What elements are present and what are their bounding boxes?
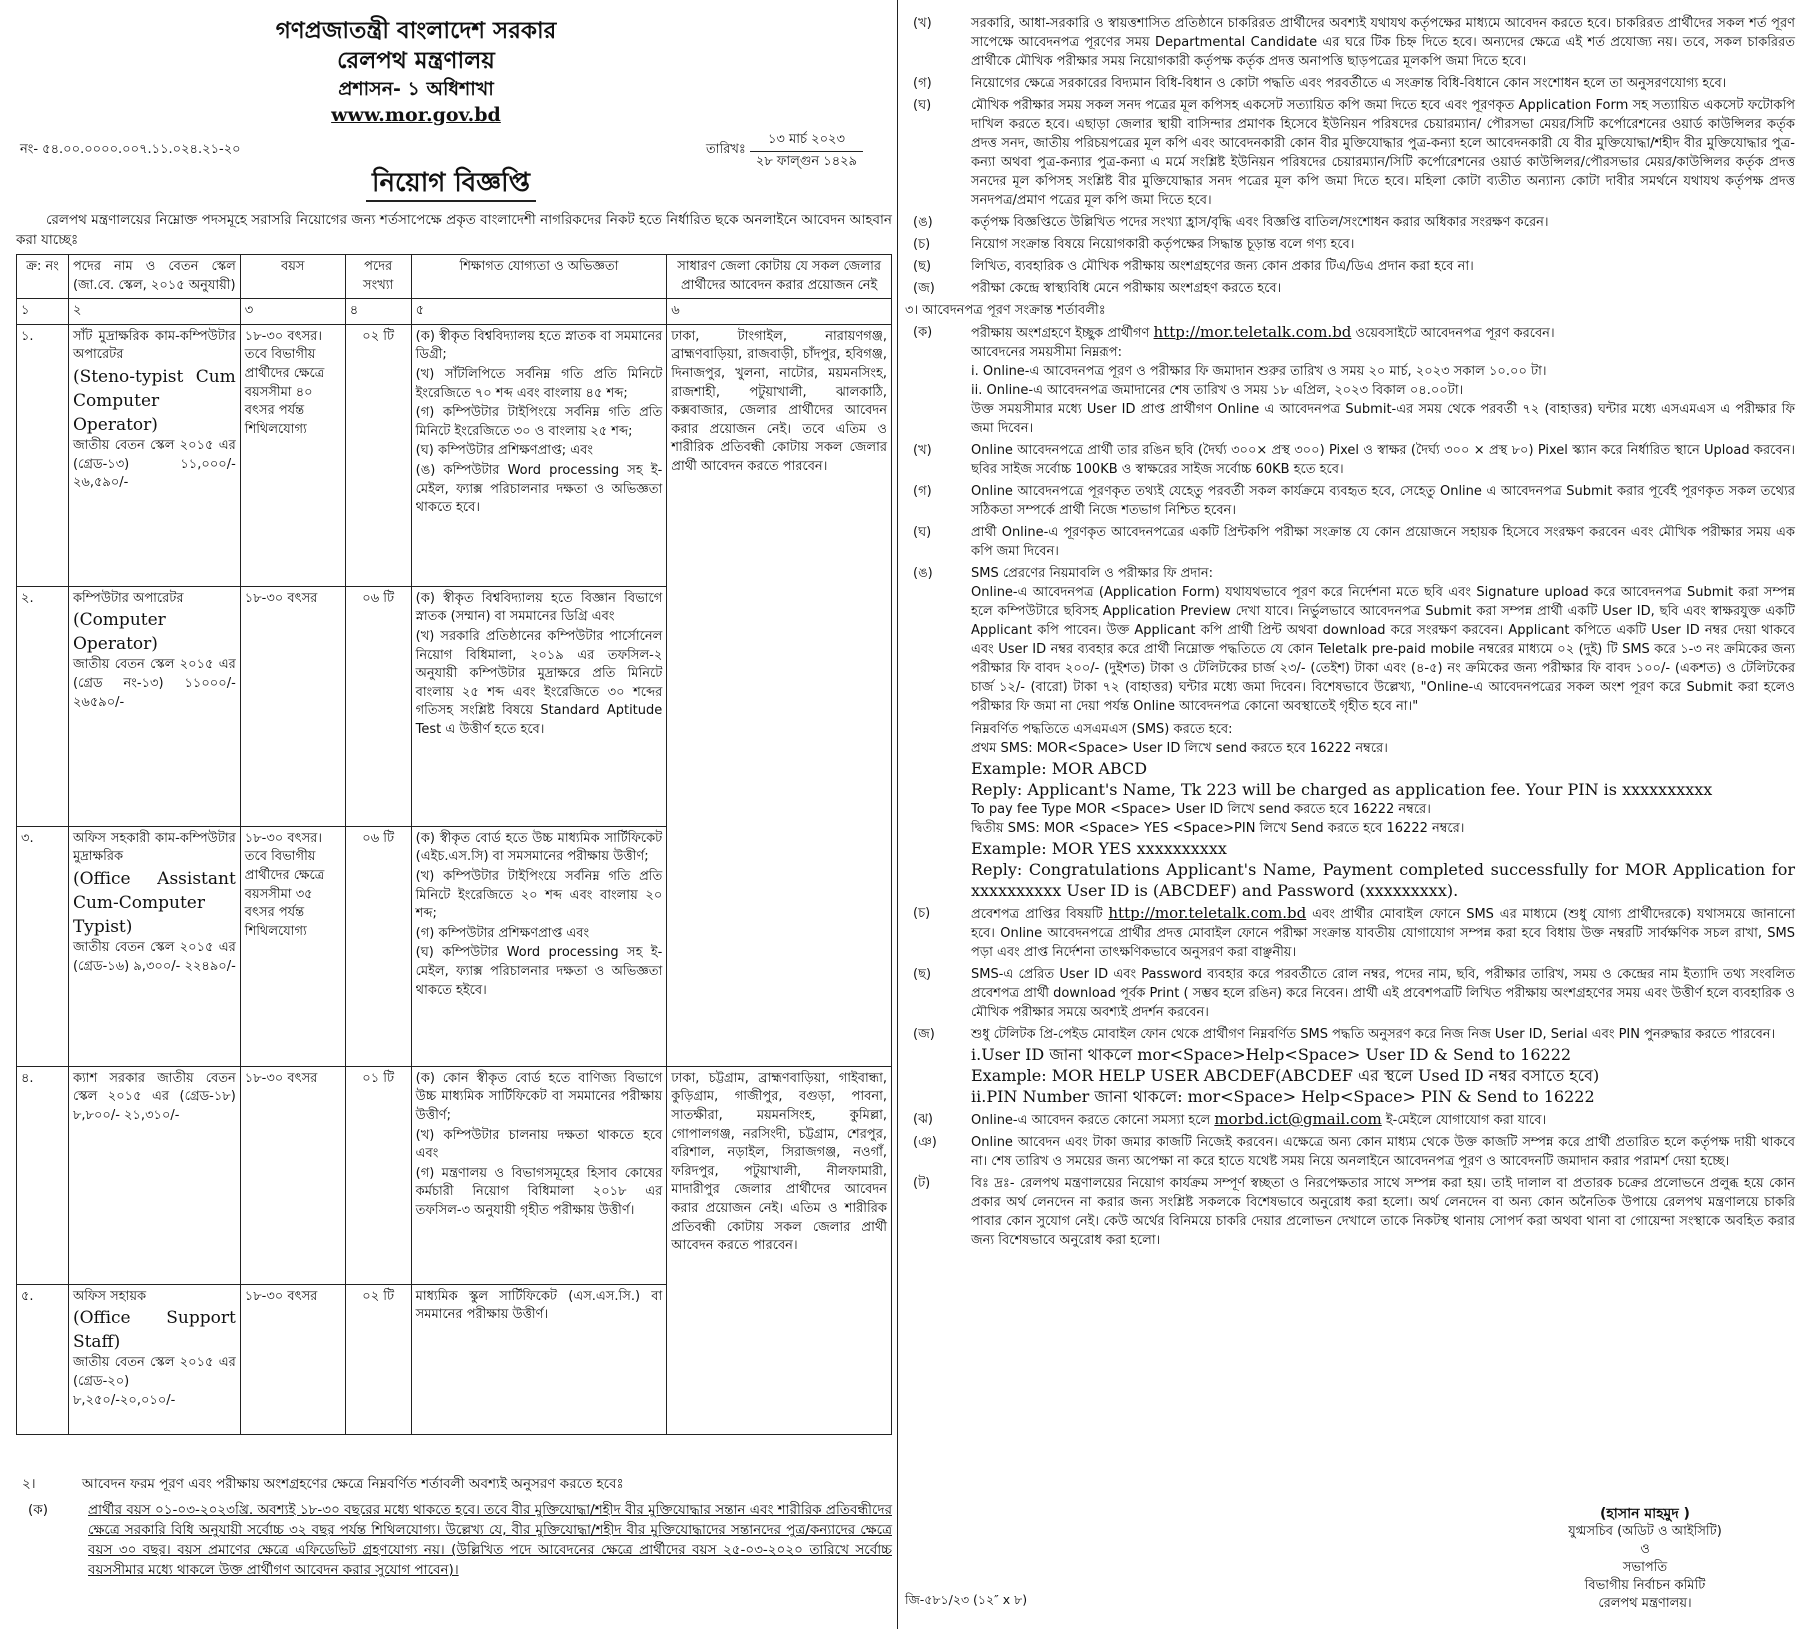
item-label: (ঘ) <box>913 98 932 113</box>
date-bengali: ২৮ ফাল্গুন ১৪২৯ <box>755 154 858 169</box>
contact-body <box>971 1110 1795 1130</box>
ministry-name: রেলপথ মন্ত্রণালয় <box>337 48 495 74</box>
deadline-end: ii. Online-এ আবেদনপত্র জমাদানের শেষ তারিখ ও সময় ১৮ এপ্রিল, ২০২৩ বিকাল ০৪.০০টা। <box>971 383 1464 398</box>
quota-districts-a: ঢাকা, টাংগাইল, নারায়ণগঞ্জ, ব্রাহ্মণবাড়িয়া, রাজবাড়ী, চাঁদপুর, হবিগঞ্জ, দিনাজপুর, খুলনা, নাটোর, ময়মনসিংহ, রাজশাহী, পটুয়াখালী, ঝালকাঠি, কক্সবাজার, জেলার প্রার্থীদের আবেদন করার প্রয়োজন নেই। তবে এতিম ও শারীরিক প্রতিবন্ধী কোটায় সকল জেলার প্রার্থী আবেদন করতে পারবেন। <box>667 324 892 1066</box>
section-3-title: ৩। আবেদনপত্র পূরণ সংক্রান্ত শর্তাবলীঃ <box>905 303 1106 318</box>
section-2-heading: আবেদন ফরম পূরণ এবং পরীক্ষায় অংশগ্রহণের ক্ষেত্রে নিম্নবর্ণিত শর্তাবলী অবশ্যই অনুসরণ করতে হবেঃ <box>82 1476 624 1492</box>
signatory-and: ও <box>1640 1542 1650 1557</box>
recovery-text: শুধু টেলিটক প্রি-পেইড মোবাইল ফোন থেকে প্রার্থীগণ নিম্নবর্ণিত SMS পদ্ধতি অনুসরণ করে নিজ নিজ User ID, Serial এবং PIN পুনরুদ্ধার করতে পারবেন। <box>971 1027 1776 1042</box>
deadline-note: উক্ত সময়সীমার মধ্যে User ID প্রাপ্ত প্রার্থীগণ Online এ আবেদনপত্র Submit-এর সময় থেকে পরবর্তী ৭২ (বাহাত্তর) ঘন্টার মধ্যে এসএমএস এ পরীক্ষার ফি জমা দিবেন। <box>971 402 1795 436</box>
condition-item <box>905 235 1795 254</box>
col-header-posts: পদের সংখ্যা <box>345 255 411 299</box>
item-label: (ঝ) <box>913 1112 933 1127</box>
post-name-en: (Computer Operator) <box>72 610 166 655</box>
col-header-sl: ক্র: নং <box>17 255 69 299</box>
post-name-bn: ক্যাশ সরকার <box>72 1070 146 1086</box>
post-name-bn: অফিস সহকারী কাম-কম্পিউটার মুদ্রাক্ষরিক <box>72 830 236 865</box>
section-2-a-text: প্রার্থীর বয়স ০১-০৩-২০২৩খ্রি. অবশ্যই ১৮-৩০ বছরের মধ্যে থাকতে হবে। তবে বীর মুক্তিযোদ্ধা/শহীদ বীর মুক্তিযোদ্ধার সন্তান এবং শারীরিক প্রতিবন্ধীদের ক্ষেত্রে সরকারি বিধি অনুযায়ী সর্বোচ্চ ৩২ বছর পর্যন্ত শিথিলযোগ্য। উল্লেখ্য যে, বীর মুক্তিযোদ্ধা/শহীদ বীর মুক্তিযোদ্ধাদের সন্তানদের পুত্র/কন্যাদের ক্ষেত্রে বয়স ৩০ বছর। বয়স প্রমাণের ক্ষেত্রে এফিডেভিট গ্রহণযোগ্য নয়। (উল্লিখিত পদে আবেদনের ক্ষেত্রে প্রার্থীদের বয়স ২৫-০৩-২০২০ তারিখে সর্বোচ্চ বয়সসীমার মধ্যে থাকলে উক্ত প্রার্থীগণ আবেদন করার সুযোগ পাবেন)। <box>88 1502 892 1578</box>
post-name-en: (Office Assistant Cum-Computer Typist) <box>72 868 236 937</box>
row-sl: ১. <box>17 324 69 586</box>
signatory-committee: বিভাগীয় নির্বাচন কমিটি <box>1584 1578 1706 1593</box>
item-text: Online আবেদন এবং টাকা জমার কাজটি নিজেই করবেন। এক্ষেত্রে অন্য কোন মাধ্যম থেকে উক্ত কাজটি সম্পন্ন করে প্রার্থী প্রতারিত হলে কর্তৃপক্ষ দায়ী থাকবে না। শেষ তারিখ ও সময়ের জন্য অপেক্ষা না করে হাতে যথেষ্ট সময় নিয়ে অনলাইনে আবেদনপত্র পূরণ ও আবেদনটি জমাদান করার পরামর্শ দেয়া হচ্ছে। <box>971 1135 1795 1169</box>
qual-line: (খ) কম্পিউটার টাইপিংয়ে সর্বনিম্ন গতি প্রতি মিনিটে ইংরেজিতে ২০ শব্দ এবং বাংলায় ২০ শব্দ; <box>415 868 663 922</box>
notice-title-box <box>356 166 546 202</box>
branch-name: প্রশাসন- ১ অধিশাখা <box>338 78 494 100</box>
section-3-heading <box>905 301 1795 320</box>
item-label: (ঞ) <box>913 1135 937 1150</box>
table-row <box>17 1066 892 1284</box>
gov-name: গণপ্রজাতন্ত্রী বাংলাদেশ সরকার <box>275 18 557 44</box>
col-num: ২ <box>68 299 240 325</box>
item-label: (ঙ) <box>913 566 933 581</box>
letterhead <box>206 16 626 128</box>
condition-item <box>905 1133 1795 1171</box>
column-divider <box>897 0 898 1629</box>
contact-item <box>905 1110 1795 1130</box>
qual-line: (গ) কম্পিউটার প্রশিক্ষণপ্রাপ্ত এবং <box>415 925 590 941</box>
apply-item <box>905 323 1795 438</box>
item-label: (ছ) <box>913 967 932 982</box>
admit-text-2: এবং প্রার্থীর মোবাইল ফোনে SMS এর মাধ্যমে (শুধু যোগ্য প্রার্থীদেরকে) যথাসময়ে জানানো হবে। Online আবেদনপত্রে প্রার্থীর প্রদত্ত মোবাইল ফোনে পরীক্ষা সংক্রান্ত যাবতীয় যোগাযোগ সম্পন্ন করা হবে বিধায় উক্ত নম্বরটি সার্বক্ষণিক সচল রাখা, SMS পড়া এবং প্রাপ্ত নির্দেশনা তাৎক্ষণিকভাবে অনুসরণ করা বাঞ্ছনীয়। <box>971 907 1796 960</box>
col-num: ৪ <box>345 299 411 325</box>
recovery-line: ii.PIN Number জানা থাকলে: mor<Space> Help<Space> PIN & Send to 16222 <box>971 1087 1595 1106</box>
row-posts: ০৬ টি <box>345 826 411 1066</box>
row-post <box>68 586 240 826</box>
admit-item <box>905 904 1795 962</box>
right-column <box>905 0 1795 1629</box>
recovery-body <box>971 1025 1795 1107</box>
date-label: তারিখঃ <box>706 142 746 157</box>
condition-item <box>905 74 1795 93</box>
row-qualification <box>411 324 667 586</box>
section-2 <box>16 1474 892 1580</box>
condition-item <box>905 257 1795 276</box>
item-text: মৌখিক পরীক্ষার সময় সকল সনদ পত্রের মূল কপিসহ একসেট সত্যায়িত কপি জমা দিতে হবে এবং পূরণকৃত Application Form সহ সত্যায়িত একসেট ফটোকপি দাখিল করতে হবে। এছাড়া জেলার স্থায়ী বাসিন্দার প্রমাণক হিসেবে ইউনিয়ন পরিষদের চেয়ারম্যান/ পৌরসভা মেয়র/সিটি কর্পোরেশনের ওয়ার্ড কাউন্সিলর কর্তৃক প্রদত্ত সনদ, জাতীয় পরিচয়পত্রের মূল কপি এবং আবেদনকারী কোন বীর মুক্তিযোদ্ধার পুত্র-কন্যা হলে আবেদনকারী যে বীর মুক্তিযোদ্ধা/শহীদ বীর মুক্তিযোদ্ধার পুত্র-কন্যা অথবা পুত্র-কন্যার পুত্র-কন্যা এ মর্মে সংশ্লিষ্ট ইউনিয়ন পরিষদের চেয়ারম্যান/সিটি কর্পোরেশনের ওয়ার্ড কাউন্সিলর/পৌরসভার মেয়র/কাউন্সিলর কর্তৃক প্রদত্ত সনদের মূল কপিসহ সংশ্লিষ্ট বীর মুক্তিযোদ্ধার সনদ পত্রের মূল কপি জমা দিতে হবে। মহিলা কোটা ব্যতীত অন্যান্য কোটা দাবীর সমর্থনে যথাযথ কর্তৃপক্ষ প্রদত্ত সনদপত্র/প্রমাণ পত্রের মূল কপি জমা দিতে হবে। <box>971 98 1795 208</box>
date-block <box>706 130 896 173</box>
item-text: SMS-এ প্রেরিত User ID এবং Password ব্যবহার করে পরবর্তীতে রোল নম্বর, পদের নাম, ছবি, পরীক্ষার তারিখ, সময় ও কেন্দ্রের নাম ইত্যাদি তথ্য সংবলিত প্রবেশপত্র প্রার্থী download পূর্বক Print ( সম্ভব হলে রঙিন) করে নিবেন। প্রার্থী এই প্রবেশপত্রটি লিখিত পরীক্ষায় অংশগ্রহণের সময় এবং উত্তীর্ণ হলে ব্যবহারিক ও মৌখিক পরীক্ষার সময়ে অবশ্যই প্রদর্শন করবেন। <box>971 967 1795 1020</box>
item-text: লিখিত, ব্যবহারিক ও মৌখিক পরীক্ষায় অংশগ্রহণের জন্য কোন প্রকার টিএ/ডিএ প্রদান করা হবে না। <box>971 259 1474 274</box>
table-header-row <box>17 255 892 299</box>
item-text: নিয়োগ সংক্রান্ত বিষয়ে নিয়োগকারী কর্তৃপক্ষের সিদ্ধান্ত চূড়ান্ত বলে গণ্য হবে। <box>971 237 1355 252</box>
col-num: ৫ <box>411 299 667 325</box>
date-gregorian: ১৩ মার্চ ২০২৩ <box>750 130 863 152</box>
sms-line: Example: MOR YES xxxxxxxxxx <box>971 839 1227 858</box>
contact-email-link[interactable]: morbd.ict@gmail.com <box>1214 1110 1382 1128</box>
pay-scale: জাতীয় বেতন স্কেল ২০১৫ এর (গ্রেড নং-১৩) ১১০০০/- ২৬৫৯০/- <box>72 657 236 710</box>
item-label: (ঙ) <box>913 215 933 230</box>
item-label: (জ) <box>913 281 935 296</box>
qual-line: (ক) স্বীকৃত বিশ্ববিদ্যালয় হতে বিজ্ঞান বিভাগে স্নাতক (সম্মান) বা সমমানের ডিগ্রি এবং <box>415 590 663 625</box>
row-age: ১৮-৩০ বৎসর <box>240 1284 345 1434</box>
item-label: (চ) <box>913 237 931 252</box>
qual-line: মাধ্যমিক স্কুল সার্টিফিকেট (এস.এস.সি.) বা সমমানের পরীক্ষায় উত্তীর্ণ। <box>415 1288 663 1323</box>
post-name-en: (Steno-typist Cum Computer Operator) <box>72 366 236 435</box>
item-text: বিঃ দ্রঃ- রেলপথ মন্ত্রণালয়ের নিয়োগ কার্যক্রম সম্পূর্ণ স্বচ্ছতা ও নিরপেক্ষতার সাথে সম্পন্ন করা হয়। তাই দালাল বা প্রতারক চক্রের প্রলোভনে প্রলুব্ধ হয়ে কোন প্রকার অর্থ লেনদেন না করার জন্য সংশ্লিষ্ট সকলকে বিশেষভাবে অনুরোধ করা হলো। অর্থ লেনদেন বা অন্য কোন অনৈতিক উপায়ে রেলপথ মন্ত্রণালয়ে চাকরি পাবার কোন সুযোগ নেই। কেউ অর্থের বিনিময়ে চাকরি দেয়ার প্রলোভন দেখালে তাকে নিকটস্থ থানায় সোপর্দ করা অথবা থানা বা গোয়েন্দা সংস্থাকে অবহিত করার জন্য বিশেষভাবে অনুরোধ করা হলো। <box>971 1176 1795 1248</box>
post-name-bn: কম্পিউটার অপারেটর <box>72 590 184 606</box>
item-text: Online আবেদনপত্রে প্রার্থী তার রঙিন ছবি (দৈর্ঘ্য ৩০০× প্রস্থ ৩০০) Pixel ও স্বাক্ষর (দৈর্ঘ্য ৩০০ × প্রস্থ ৮০) Pixel স্ক্যান করে নির্ধারিত স্থানে Upload করবেন। ছবির সাইজ সর্বোচ্চ 100KB ও স্বাক্ষরের সাইজ সর্বোচ্চ 60KB হতে হবে। <box>971 443 1795 477</box>
print-code: জি-৫৮১/২৩ (১২″ x ৮) <box>905 1592 1028 1607</box>
qual-line: (খ) সরকারি প্রতিষ্ঠানের কম্পিউটার পার্সোনেল নিয়োগ বিধিমালা, ২০১৯ এর তফসিল-২ অনুযায়ী কম্পিউটার মুদ্রাক্ষরে প্রতি মিনিটে বাংলায় ২৫ শব্দ এবং ইংরেজিতে ৩০ শব্দের গতিসহ সংশ্লিষ্ট বিষয়ে Standard Aptitude Test এ উত্তীর্ণ হতে হবে। <box>415 628 663 737</box>
row-age: ১৮-৩০ বৎসর <box>240 586 345 826</box>
sms-method: নিম্নবর্ণিত পদ্ধতিতে এসএমএস (SMS) করতে হবে: <box>971 722 1233 737</box>
pay-scale: জাতীয় বেতন স্কেল ২০১৫ এর (গ্রেড-১৩) ১১,০০০/- ২৬,৫৯০/- <box>72 437 236 491</box>
col-header-age: বয়স <box>240 255 345 299</box>
col-header-post: পদের নাম ও বেতন স্কেল (জা.বে. স্কেল, ২০১৫ অনুযায়ী) <box>68 255 240 299</box>
item-text: সরকারি, আধা-সরকারি ও স্বায়ত্তশাসিত প্রতিষ্ঠানে চাকরিরত প্রার্থীদের অবশ্যই যথাযথ কর্তৃপক্ষের মাধ্যমে আবেদন করতে হবে। চাকরিরত প্রার্থীদের সকল শর্ত পূরণ সাপেক্ষে আবেদনপত্র পূরণের সময় Departmental Candidate এর ঘরে টিক চিহ্ন দিতে হবে। অন্যদের ক্ষেত্রে এই শর্ত প্রযোজ্য নয়। তবে, সকল চাকরিরত প্রার্থীকে মৌখিক পরীক্ষার সময় নিয়োগকারী কর্তৃপক্ষ কর্তৃক প্রদত্ত অনাপত্তি ছাড়পত্রের মূলকপি জমা দিতে হবে। <box>971 16 1795 69</box>
item-label: (খ) <box>913 16 932 31</box>
signatory-chair: সভাপতি <box>1622 1560 1668 1575</box>
row-post <box>68 1284 240 1434</box>
post-name-en: (Office Support Staff) <box>72 1308 236 1353</box>
condition-item <box>905 441 1795 479</box>
item-text: Online আবেদনপত্রে পূরণকৃত তথ্যই যেহেতু পরবর্তী সকল কার্যক্রমে ব্যবহৃত হবে, সেহেতু Online এ আবেদনপত্র Submit করার পূর্বেই পূরণকৃত সকল তথ্যের সঠিকতা সম্পর্কে প্রার্থী নিজে শতভাগ নিশ্চিত হবেন। <box>971 484 1795 518</box>
recovery-line: Example: MOR HELP USER ABCDEF(ABCDEF এর স্থলে Used ID নম্বর বসাতে হবে) <box>971 1066 1600 1085</box>
condition-item <box>905 14 1795 71</box>
pay-scale: জাতীয় বেতন স্কেল ২০১৫ এর (গ্রেড-১৬) ৯,৩০০/- ২২৪৯০/- <box>72 939 236 974</box>
row-post <box>68 1066 240 1284</box>
condition-item <box>905 213 1795 232</box>
post-name-bn: সাঁট মুদ্রাক্ষরিক কাম-কম্পিউটার অপারেটর <box>72 328 236 363</box>
qual-line: (ক) কোন স্বীকৃত বোর্ড হতে বাণিজ্য বিভাগে উচ্চ মাধ্যমিক সার্টিফিকেট বা সমমানের পরীক্ষায় উত্তীর্ণ; <box>415 1070 663 1123</box>
section-2-number: ২। <box>22 1476 36 1492</box>
item-text: প্রার্থী Online-এ পূরণকৃত আবেদনপত্রের একটি প্রিন্টকপি পরীক্ষা সংক্রান্ত যে কোন প্রয়োজনে সহায়ক হিসেবে সংরক্ষণ করবেন এবং মৌখিক পরীক্ষার সময় এক কপি জমা দিবেন। <box>971 525 1795 559</box>
row-posts: ০২ টি <box>345 324 411 586</box>
row-posts: ০২ টি <box>345 1284 411 1434</box>
qual-line: (ক) স্বীকৃত বোর্ড হতে উচ্চ মাধ্যমিক সার্টিফিকেট (এইচ.এস.সি) বা সমসমানের পরীক্ষায় উত্তীর্ণ; <box>415 830 663 865</box>
sms-line: Example: MOR ABCD <box>971 759 1148 778</box>
sms-line: To pay fee Type MOR <Space> User ID লিখে send করতে হবে 16222 নম্বরে। <box>971 802 1431 817</box>
section-2-a-label: (ক) <box>28 1502 48 1518</box>
item-label: (গ) <box>913 484 932 499</box>
deadline-title: আবেদনের সময়সীমা নিম্নরূপ: <box>971 345 1122 360</box>
qual-line: (ঘ) কম্পিউটার Word processing সহ ই-মেইল, ফ্যাক্স পরিচালনার দক্ষতা ও অভিজ্ঞতা থাকতে হইবে। <box>415 945 663 998</box>
item-text: পরীক্ষা কেন্দ্রে স্বাস্থ্যবিধি মেনে পরীক্ষায় অংশগ্রহণ করতে হবে। <box>971 281 1282 296</box>
qual-line: (গ) কম্পিউটার টাইপিংয়ে সর্বনিম্ন গতি প্রতি মিনিটে ইংরেজিতে ৩০ ও বাংলায় ২৫ শব্দ; <box>415 405 663 439</box>
post-name-bn: অফিস সহায়ক <box>72 1288 147 1304</box>
signature-block <box>1505 1505 1785 1613</box>
signatory-ministry: রেলপথ মন্ত্রণালয়। <box>1598 1596 1692 1611</box>
teletalk-link[interactable]: http://mor.teletalk.com.bd <box>1153 323 1352 341</box>
sms-text: Online-এ আবেদনপত্র (Application Form) যথাযথভাবে পূরণ করে নির্দেশনা মতে ছবি এবং Signature upload করে আবেদনপত্র Submit করা সম্পন্ন হলে কম্পিউটারে ছবিসহ Application Preview দেখা যাবে। নির্ভুলভাবে আবেদনপত্র Submit করা সম্পন্ন প্রার্থী একটি User ID, ছবি এবং স্বাক্ষরযুক্ত একটি Applicant কপি পাবেন। উক্ত Applicant কপি প্রার্থী প্রিন্ট অথবা download করে সংরক্ষণ করবেন। Applicant কপিতে একটি User ID নম্বর দেয়া থাকবে এবং User ID নম্বর ব্যবহার করে প্রার্থী নিম্নোক্ত পদ্ধতিতে যে কোন Teletalk pre-paid mobile নম্বরের মাধ্যমে ০২ (দুই) টি SMS করে ১-৩ নং ক্রমিকের জন্য পরীক্ষার ফি বাবদ ২০০/- (দুইশত) টাকা ও টেলিটকের চার্জ ২৩/- (তেইশ) টাকা এবং (৪-৫) নং ক্রমিকের জন্য পরীক্ষার ফি বাবদ ১০০/- (একশত) ও টেলিটকের চার্জ ১২/- (বারো) টাকা ৭২ (বাহাত্তর) ঘন্টার মধ্যে জমা দিবেন। বিশেষভাবে উল্লেখ্য, "Online-এ আবেদনপত্রের সকল অংশ পূরণ করে Submit করা হলেও পরীক্ষার ফি জমা না দেয়া পর্যন্ত Online আবেদনপত্র কোনো অবস্থাতেই গৃহীত হবে না।" <box>971 585 1795 714</box>
condition-item <box>905 96 1795 210</box>
teletalk-link-2[interactable]: http://mor.teletalk.com.bd <box>1108 904 1307 922</box>
row-sl: ৫. <box>17 1284 69 1434</box>
condition-item <box>905 1174 1795 1250</box>
signatory-name: (হাসান মাহমুদ ) <box>1600 1506 1690 1522</box>
sms-body <box>971 564 1795 901</box>
sms-line: দ্বিতীয় SMS: MOR <Space> YES <Space>PIN লিখে Send করতে হবে 16222 নম্বরে। <box>971 821 1465 836</box>
item-label: (জ) <box>913 1027 935 1042</box>
apply-text: পরীক্ষায় অংশগ্রহণে ইচ্ছুক প্রার্থীগণ <box>971 326 1150 341</box>
admit-text: প্রবেশপত্র প্রাপ্তির বিষয়টি <box>971 907 1103 922</box>
apply-text-2: ওয়েবসাইটে আবেদনপত্র পূরণ করবেন। <box>1355 326 1555 341</box>
sms-title: SMS প্রেরণের নিয়মাবলি ও পরীক্ষার ফি প্রদান: <box>971 566 1214 581</box>
condition-item <box>905 523 1795 561</box>
signatory-designation: যুগ্মসচিব (অডিট ও আইসিটি) <box>1568 1524 1722 1539</box>
item-label: (ট) <box>913 1176 931 1191</box>
condition-item <box>905 279 1795 298</box>
row-sl: ৪. <box>17 1066 69 1284</box>
item-label: (ক) <box>913 325 933 340</box>
row-qualification <box>411 1066 667 1284</box>
row-age: ১৮-৩০ বৎসর। তবে বিভাগীয় প্রার্থীদের ক্ষেত্রে বয়সসীমা ৪০ বৎসর পর্যন্ত শিথিলযোগ্য <box>240 324 345 586</box>
pay-scale: জাতীয় বেতন স্কেল ২০১৫ এর (গ্রেড-১৮) ৮,৮০০/- ২১,৩১০/- <box>72 1070 236 1123</box>
qual-line: (ঙ) কম্পিউটার Word processing সহ ই-মেইল, ফ্যাক্স পরিচালনার দক্ষতা ও অভিজ্ঞতা থাকতে হবে। <box>415 462 663 516</box>
contact-text: Online-এ আবেদন করতে কোনো সমস্যা হলে <box>971 1113 1211 1128</box>
col-num: ৬ <box>667 299 892 325</box>
notice-title: নিয়োগ বিজ্ঞপ্তি <box>366 166 536 202</box>
row-sl: ৩. <box>17 826 69 1066</box>
recovery-line: i.User ID জানা থাকলে mor<Space>Help<Space> User ID & Send to 16222 <box>971 1045 1572 1064</box>
table-row <box>17 324 892 586</box>
recovery-item <box>905 1025 1795 1107</box>
row-age: ১৮-৩০ বৎসর। তবে বিভাগীয় প্রার্থীদের ক্ষেত্রে বয়সসীমা ৩৫ বৎসর পর্যন্ত শিথিলযোগ্য <box>240 826 345 1066</box>
website-link[interactable]: www.mor.gov.bd <box>331 104 501 126</box>
memo-number: নং- ৫৪.০০.০০০০.০০৭.১১.০২৪.২১-২০ <box>20 142 241 157</box>
pay-scale: জাতীয় বেতন স্কেল ২০১৫ এর (গ্রেড-২০) ৮,২৫০/-২০,০১০/- <box>72 1355 236 1408</box>
col-header-qualification: শিক্ষাগত যোগ্যতা ও অভিজ্ঞতা <box>411 255 667 299</box>
qual-line: (ঘ) কম্পিউটার প্রশিক্ষণপ্রাপ্ত; এবং <box>415 443 593 459</box>
item-label: (খ) <box>913 443 932 458</box>
sms-line: Reply: Applicant's Name, Tk 223 will be charged as application fee. Your PIN is xxxxxxxxxx <box>971 780 1713 799</box>
row-qualification <box>411 1284 667 1434</box>
col-header-quota: সাধারণ জেলা কোটায় যে সকল জেলার প্রার্থীদের আবেদন করার প্রয়োজন নেই <box>667 255 892 299</box>
col-num: ১ <box>17 299 69 325</box>
row-qualification <box>411 586 667 826</box>
recruitment-table <box>16 254 892 1435</box>
row-posts: ০১ টি <box>345 1066 411 1284</box>
sms-item <box>905 564 1795 901</box>
condition-item <box>905 965 1795 1022</box>
sms-line: প্রথম SMS: MOR<Space> User ID লিখে send করতে হবে 16222 নম্বরে। <box>971 741 1388 756</box>
qual-line: (ক) স্বীকৃত বিশ্ববিদ্যালয় হতে স্নাতক বা সমমানের ডিগ্রী; <box>415 328 663 363</box>
row-age: ১৮-৩০ বৎসর <box>240 1066 345 1284</box>
item-label: (গ) <box>913 76 932 91</box>
row-qualification <box>411 826 667 1066</box>
row-sl: ২. <box>17 586 69 826</box>
row-post <box>68 324 240 586</box>
qual-line: (খ) কম্পিউটার চালনায় দক্ষতা থাকতে হবে এবং <box>415 1127 663 1162</box>
item-text: কর্তৃপক্ষ বিজ্ঞপ্তিতে উল্লিখিত পদের সংখ্যা হ্রাস/বৃদ্ধি এবং বিজ্ঞপ্তি বাতিল/সংশোধন করার অধিকার সংরক্ষণ করেন। <box>971 215 1549 230</box>
table-number-row <box>17 299 892 325</box>
qual-line: (খ) সাঁটলিপিতে সর্বনিম্ন গতি প্রতি মিনিটে ইংরেজিতে ৭০ শব্দ এবং বাংলায় ৪৫ শব্দ; <box>415 366 663 401</box>
item-label: (ছ) <box>913 259 932 274</box>
row-posts: ০৬ টি <box>345 586 411 826</box>
apply-body <box>971 323 1795 438</box>
col-num: ৩ <box>240 299 345 325</box>
item-label: (ঘ) <box>913 525 932 540</box>
intro-paragraph: রেলপথ মন্ত্রণালয়ের নিম্নোক্ত পদসমূহে সরাসরি নিয়োগের জন্য শর্তসাপেক্ষে প্রকৃত বাংলাদেশী নাগরিকদের নিকট হতে নির্ধারিত ছকে অনলাইনে আবেদন আহবান করা যাচ্ছেঃ <box>16 212 892 248</box>
admit-body <box>971 904 1795 962</box>
deadline-start: i. Online-এ আবেদনপত্র পূরণ ও পরীক্ষার ফি জমাদান শুরুর তারিখ ও সময় ২০ মার্চ, ২০২৩ সকাল ১০.০০ টা। <box>971 364 1547 379</box>
sms-line: Reply: Congratulations Applicant's Name, Payment completed successfully for MOR Application for xxxxxxxxxx User ID is (ABCDEF) and Password (xxxxxxxxx). <box>971 860 1795 900</box>
left-column <box>16 0 896 1629</box>
row-post <box>68 826 240 1066</box>
quota-districts-b: ঢাকা, চট্টগ্রাম, ব্রাহ্মণবাড়িয়া, গাইবান্ধা, কুড়িগ্রাম, গাজীপুর, বগুড়া, পাবনা, সাতক্ষীরা, ময়মনসিংহ, কুমিল্লা, গোপালগঞ্জ, নরসিংদী, চট্টগ্রাম, শেরপুর, বরিশাল, নড়াইল, সিরাজগঞ্জ, নওগাঁ, ফরিদপুর, পটুয়াখালী, নীলফামারী, মাদারীপুর জেলার প্রার্থীদের আবেদন করার প্রয়োজন নেই। এতিম ও শারীরিক প্রতিবন্ধী কোটায় সকল জেলার প্রার্থী আবেদন করতে পারবেন। <box>667 1066 892 1434</box>
contact-text-2: ই-মেইলে যোগাযোগ করা যাবে। <box>1385 1113 1547 1128</box>
item-text: নিয়োগের ক্ষেত্রে সরকারের বিদ্যমান বিধি-বিধান ও কোটা পদ্ধতি এবং পরবর্তীতে এ সংক্রান্ত বিধি-বিধানে কোন সংশোধন হলে তা অনুসরণযোগ্য হবে। <box>971 76 1727 91</box>
condition-item <box>905 482 1795 520</box>
qual-line: (গ) মন্ত্রণালয় ও বিভাগসমূহের হিসাব কোষের কর্মচারী নিয়োগ বিধিমালা ২০১৮ এর তফসিল-৩ অনুযায়ী গৃহীত পরীক্ষায় উত্তীর্ণ। <box>415 1165 663 1218</box>
item-label: (চ) <box>913 906 931 921</box>
